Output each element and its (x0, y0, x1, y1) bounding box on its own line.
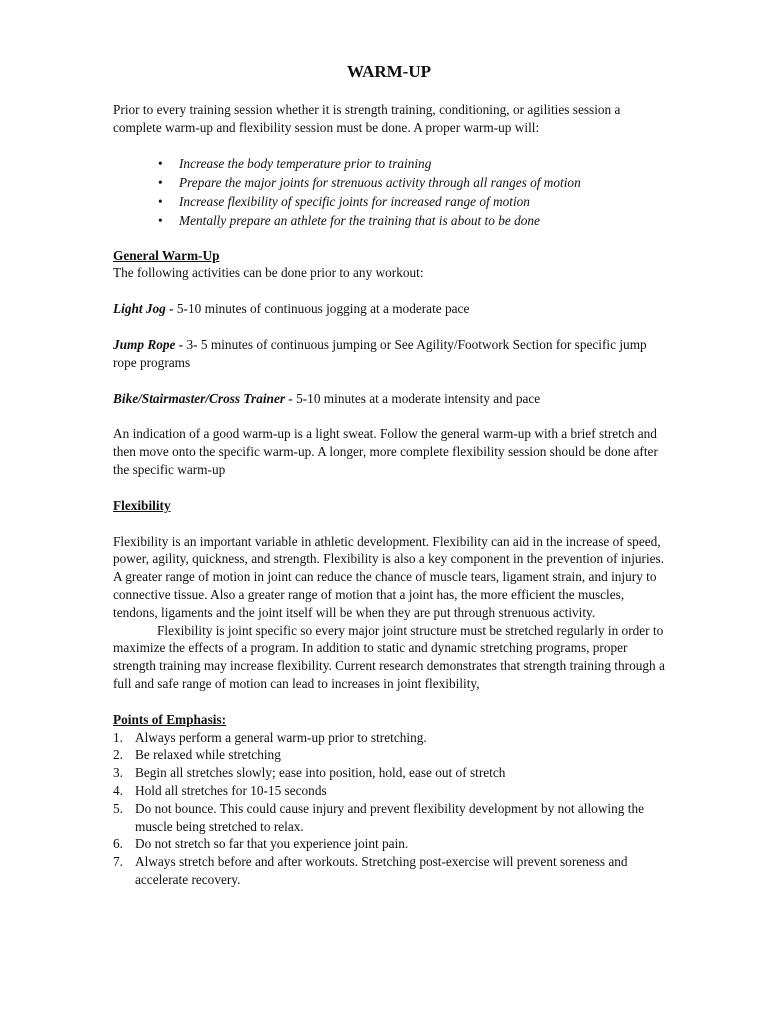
activity-jump-rope: Jump Rope - 3- 5 minutes of continuous jumping or See Agility/Footwork Section for specific jump rope programs (113, 336, 647, 370)
flexibility-heading: Flexibility (113, 497, 171, 513)
points-of-emphasis-list (113, 729, 665, 889)
list-item: • Prepare the major joints for strenuous activity through all ranges of motion (158, 174, 581, 190)
general-warmup-intro: The following activities can be done prior to any workout: (113, 265, 424, 281)
flexibility-paragraph-1: Flexibility is an important variable in athletic development. Flexibility can aid in the increase of speed, power, agility, quickness, and strength. Flexibility is also a key component in the prevention of injuries. A greater range of motion in joint can reduce the chance of muscle tears, ligament strain, and injury to connective tissue. Also a greater range of motion that a joint has, the more efficient the muscles, tendons, ligaments and the joint itself will be when they are put through strenuous activity. (113, 533, 665, 620)
list-item: 5. Do not bounce. This could cause injury and prevent flexibility development by not allowing the muscle being stretched to relax. (113, 800, 644, 834)
points-of-emphasis-heading: Points of Emphasis: (113, 711, 227, 727)
list-item: • Mentally prepare an athlete for the training that is about to be done (158, 212, 540, 228)
intro-paragraph: Prior to every training session whether it is strength training, conditioning, or agilities session a complete warm-up and flexibility session must be done. A proper warm-up will: (113, 102, 621, 135)
list-item: 4. Hold all stretches for 10-15 seconds (113, 782, 327, 798)
list-item: • Increase the body temperature prior to training (158, 155, 432, 171)
warmup-closing-paragraph: An indication of a good warm-up is a light sweat. Follow the general warm-up with a brief stretch and then move onto the specific warm-up. A longer, more complete flexibility session should be done after the specific warm-up (113, 426, 658, 477)
list-item: 3. Begin all stretches slowly; ease into position, hold, ease out of stretch (113, 765, 506, 781)
flexibility-paragraph-2: Flexibility is joint specific so every major joint structure must be stretched regularly in order to maximize the effects of a program. In addition to static and dynamic stretching programs, proper strength training may increase flexibility. Current research demonstrates that strength training through a full and safe range of motion can lead to increases in joint flexibility, (113, 622, 665, 691)
warmup-goals-list (113, 154, 665, 230)
activity-light-jog: Light Jog - 5-10 minutes of continuous jogging at a moderate pace (113, 301, 470, 317)
bullet-icon: • (158, 212, 163, 228)
page-title: WARM-UP (346, 62, 432, 81)
list-item: • Increase flexibility of specific joints for increased range of motion (158, 193, 530, 209)
activity-bike-stairmaster: Bike/Stairmaster/Cross Trainer - 5-10 minutes at a moderate intensity and pace (113, 390, 541, 406)
bullet-icon: • (158, 155, 163, 171)
list-item: 7. Always stretch before and after workouts. Stretching post-exercise will prevent soreness and accelerate recovery. (113, 854, 628, 887)
general-warmup-heading: General Warm-Up (113, 247, 220, 263)
list-item: 6. Do not stretch so far that you experience joint pain. (113, 836, 409, 852)
bullet-icon: • (158, 193, 163, 209)
document-body (113, 60, 665, 889)
list-item: 2. Be relaxed while stretching (113, 747, 281, 763)
list-item: 1. Always perform a general warm-up prior to stretching. (113, 729, 427, 745)
bullet-icon: • (158, 174, 163, 190)
